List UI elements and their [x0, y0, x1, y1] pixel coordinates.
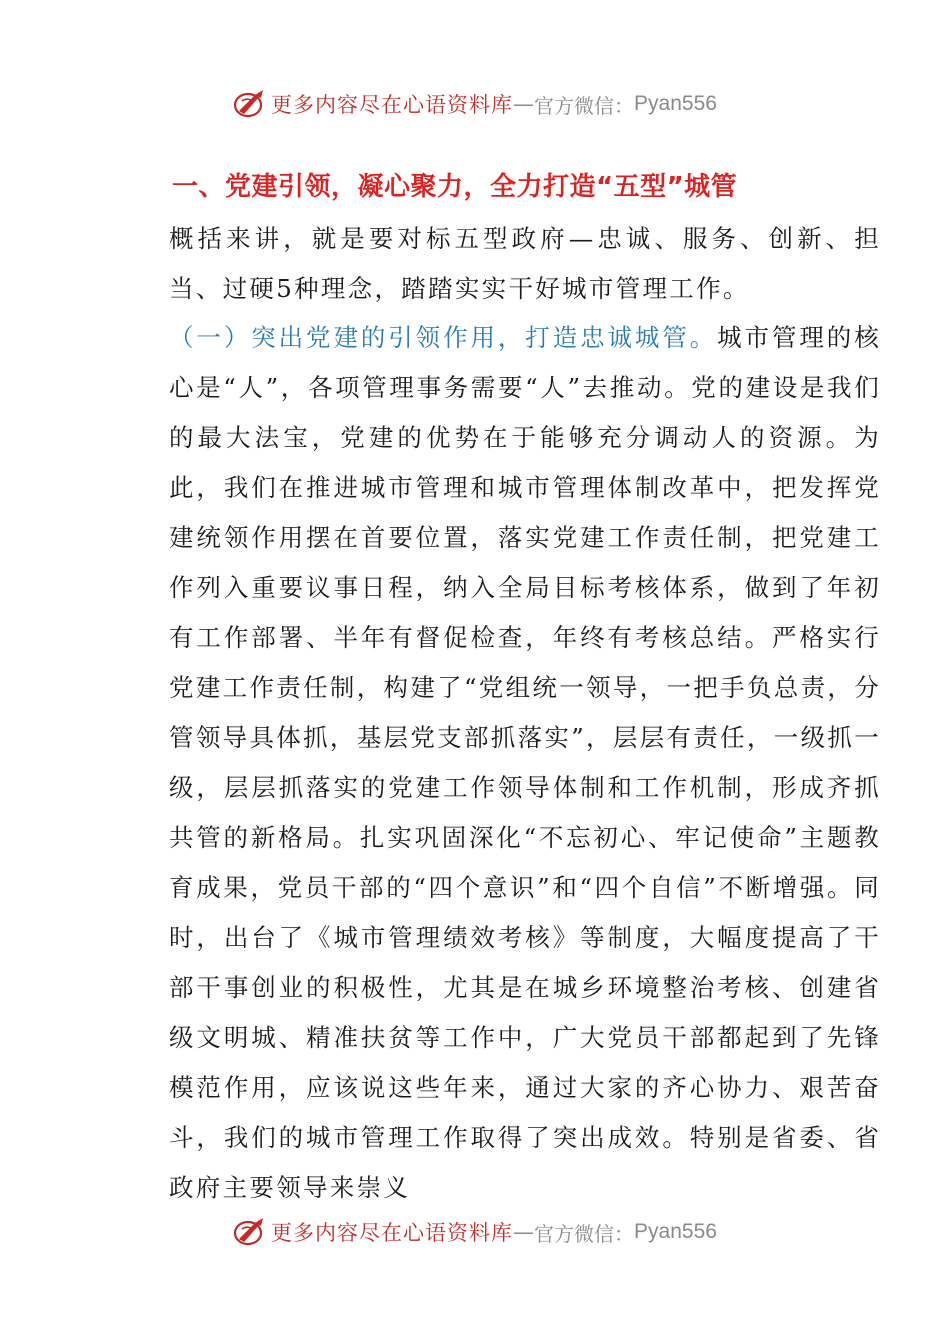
intro-paragraph: 概括来讲，就是要对标五型政府—忠诚、服务、创新、担当、过硬5种理念，踏踏实实干好城市管理工作。 [169, 224, 881, 303]
pen-logo-icon [233, 1215, 267, 1249]
section-heading: 一、党建引领，凝心聚力，全力打造“五型”城管 [172, 172, 738, 202]
footer-dash: — [513, 1220, 535, 1244]
footer-wechat-id: Pyan556 [634, 1220, 717, 1243]
header-wechat-id: Pyan556 [634, 92, 717, 115]
subsection-title: （一）突出党建的引领作用，打造忠诚城管。 [169, 323, 718, 352]
header-brand: 更多内容尽在心语资料库 [271, 93, 514, 117]
subsection-body: 城市管理的核心是“人”，各项管理事务需要“人”去推动。党的建设是我们的最大法宝，党建的优势在于能够充分调动人的资源。为此，我们在推进城市管理和城市管理体制改革中，把发挥党建统领作用摆在首要位置，落实党建工作责任制，把党建工作列入重要议事日程，纳入全局目标考核体系，做到了年初有工作部署、半年有督促检查，年终有考核总结。严格实行党建工作责任制，构建了“党组统一领导，一把手负总责，分管领导具体抓，基层党支部抓落实”，层层有责任，一级抓一级，层层抓落实的党建工作领导体制和工作机制，形成齐抓共管的新格局。扎实巩固深化“不忘初心、牢记使命”主题教育成果，党员干部的“四个意识”和“四个自信”不断增强。同时，出台了《城市管理绩效考核》等制度，大幅度提高了干部干事创业的积极性，尤其是在城乡环境整治考核、创建省级文明城、精准扶贫等工作中，广大党员干部都起到了先锋模范作用，应该说这些年来，通过大家的齐心协力、艰苦奋斗，我们的城市管理工作取得了突出成效。特别是省委、省政府主要领导来崇义 [169, 323, 881, 1202]
header-dash: — [513, 92, 535, 116]
header-wechat-label: 官方微信： [534, 93, 635, 118]
footer-brand: 更多内容尽在心语资料库 [271, 1221, 514, 1245]
footer-banner [0, 1212, 950, 1252]
pen-logo-icon [233, 87, 267, 121]
footer-wechat-label: 官方微信： [534, 1221, 635, 1246]
subsection-paragraph [120, 313, 881, 1213]
header-banner [0, 84, 950, 124]
